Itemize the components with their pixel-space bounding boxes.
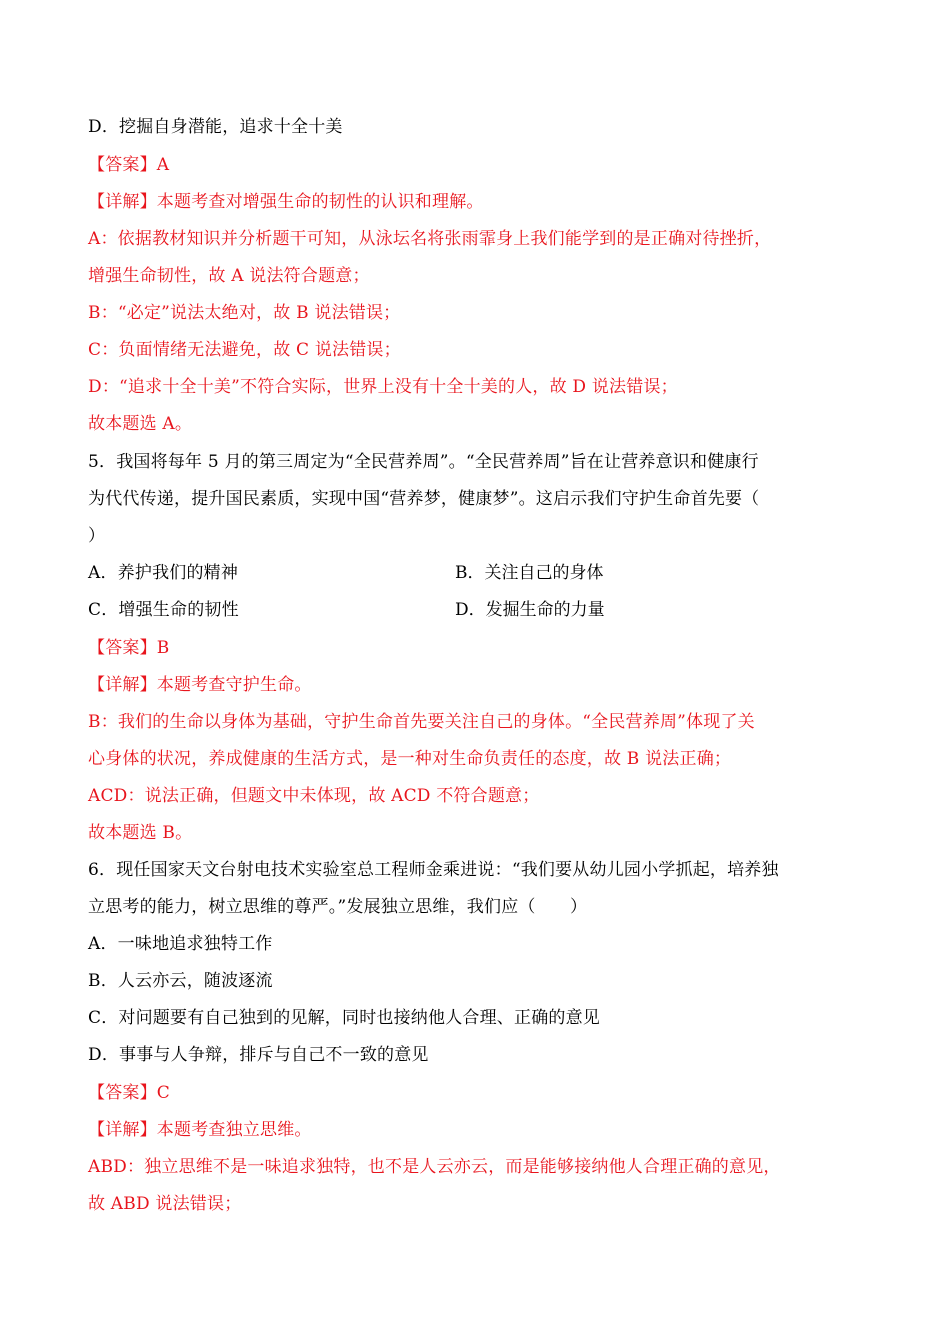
q5-explain-b-line2: 心身体的状况，养成健康的生活方式，是一种对生命负责任的态度，故 B 说法正确； [88,749,732,769]
q5-stem-line1: 5．我国将每年 5 月的第三周定为“全民营养周”。“全民营养周”旨在让营养意识和健康行 [88,452,759,472]
q4-explain-b: B：“必定”说法太绝对，故 B 说法错误； [88,303,401,323]
q6-stem-line2: 立思考的能力，树立思维的尊严。”发展独立思维，我们应（ ） [88,897,588,917]
q5-explain-b-line1: B：我们的生命以身体为基础，守护生命首先要关注自己的身体。“全民营养周”体现了关 [88,712,755,732]
q5-stem-line2: 为代代传递，提升国民素质，实现中国“营养梦，健康梦”。这启示我们守护生命首先要（ [88,489,760,509]
q5-explain-acd: ACD：说法正确，但题文中未体现，故 ACD 不符合题意； [88,786,540,806]
q4-explain-a-line2: 增强生命韧性，故 A 说法符合题意； [88,266,370,286]
q6-detail-title: 【详解】本题考查独立思维。 [88,1120,312,1140]
q4-explain-a-line1: A：依据教材知识并分析题干可知，从泳坛名将张雨霏身上我们能学到的是正确对待挫折， [88,229,772,249]
q6-stem-line1: 6．现任国家天文台射电技术实验室总工程师金乘进说：“我们要从幼儿园小学抓起，培养独 [88,860,779,880]
q6-option-a: A．一味地追求独特工作 [88,934,273,954]
q6-option-b: B．人云亦云，随波逐流 [88,971,273,991]
q4-answer: 【答案】A [88,155,170,175]
q4-detail-title: 【详解】本题考查对增强生命的韧性的认识和理解。 [88,192,484,212]
q6-explain-abd-line1: ABD：独立思维不是一味追求独特，也不是人云亦云，而是能够接纳他人合理正确的意见， [88,1157,781,1177]
q5-option-b: B．关注自己的身体 [455,563,604,583]
q5-option-a: A．养护我们的精神 [88,563,239,583]
q6-option-c: C．对问题要有自己独到的见解，同时也接纳他人合理、正确的意见 [88,1008,601,1028]
q5-conclusion: 故本题选 B。 [88,823,193,843]
q5-detail-title: 【详解】本题考查守护生命。 [88,675,312,695]
q5-option-d: D．发掘生命的力量 [455,600,605,620]
q4-explain-c: C：负面情绪无法避免，故 C 说法错误； [88,340,401,360]
q4-conclusion: 故本题选 A。 [88,414,193,434]
q5-stem-line3: ） [88,526,106,546]
q4-option-d: D．挖掘自身潜能，追求十全十美 [88,117,343,137]
q5-option-c: C．增强生命的韧性 [88,600,239,620]
q4-explain-d: D：“追求十全十美”不符合实际，世界上没有十全十美的人，故 D 说法错误； [88,377,678,397]
q5-answer: 【答案】B [88,638,170,658]
q6-explain-abd-line2: 故 ABD 说法错误； [88,1194,242,1214]
q6-answer: 【答案】C [88,1083,171,1103]
q6-option-d: D．事事与人争辩，排斥与自己不一致的意见 [88,1045,429,1065]
